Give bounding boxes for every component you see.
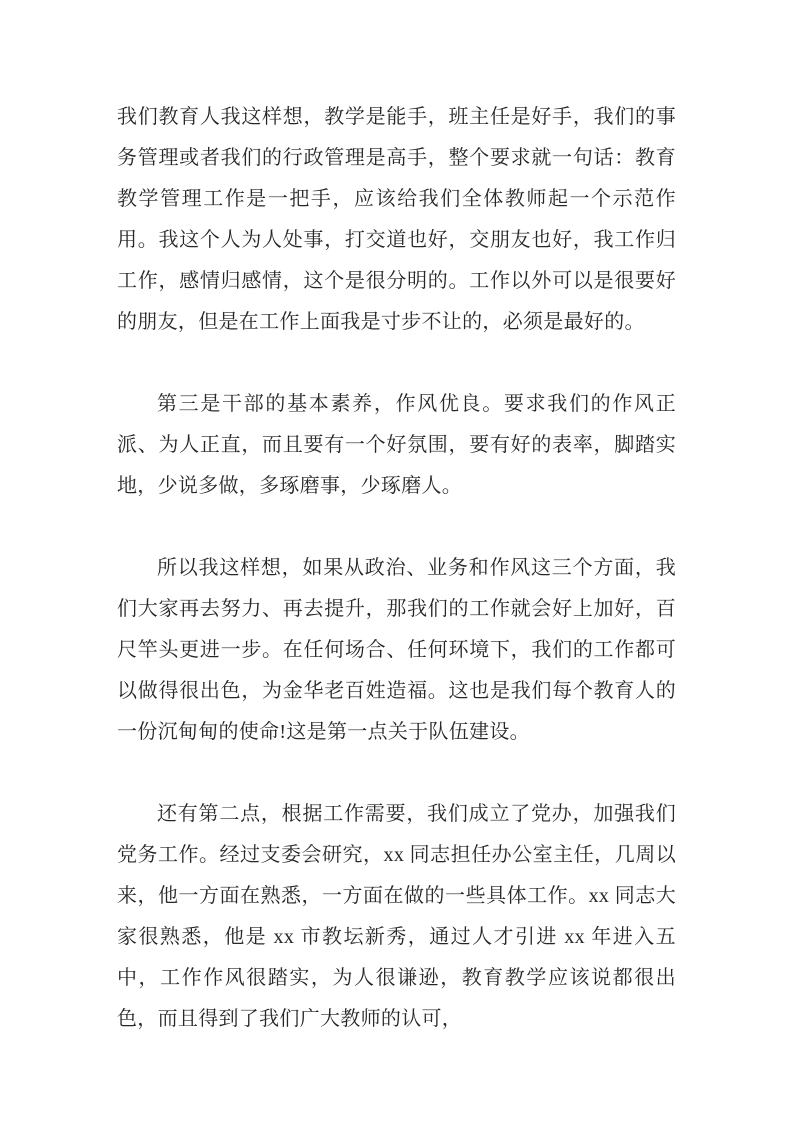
paragraph-3: 所以我这样想，如果从政治、业务和作风这三个方面，我们大家再去努力、再去提升，那我们的工作就会好上加好，百尺竿头更进一步。在任何场合、任何环境下，我们的工作都可以做得很出色，为金华老百姓造福。这也是我们每个教育人的一份沉甸甸的使命!这是第一点关于队伍建设。 bbox=[117, 557, 676, 743]
paragraph-4: 还有第二点，根据工作需要，我们成立了党办，加强我们党务工作。经过支委会研究，xx 同志担任办公室主任，几周以来，他一方面在熟悉，一方面在做的一些具体工作。xx 同志大家很熟悉，他是 xx 市教坛新秀，通过人才引进 xx 年进入五中，工作作风很踏实，为人很谦逊，教育教学应该说都很出色，而且得到了我们广大教师的认可， bbox=[117, 803, 676, 1030]
paragraph-2: 第三是干部的基本素养，作风优良。要求我们的作风正派、为人正直，而且要有一个好氛围，要有好的表率，脚踏实地，少说多做，多琢磨事，少琢磨人。 bbox=[117, 393, 676, 497]
paragraph-1: 我们教育人我这样想，教学是能手，班主任是好手，我们的事务管理或者我们的行政管理是高手，整个要求就一句话：教育教学管理工作是一把手，应该给我们全体教师起一个示范作用。我这个人为人处事，打交道也好，交朋友也好，我工作归工作，感情归感情，这个是很分明的。工作以外可以是很要好的朋友，但是在工作上面我是寸步不让的，必须是最好的。 bbox=[117, 106, 676, 333]
